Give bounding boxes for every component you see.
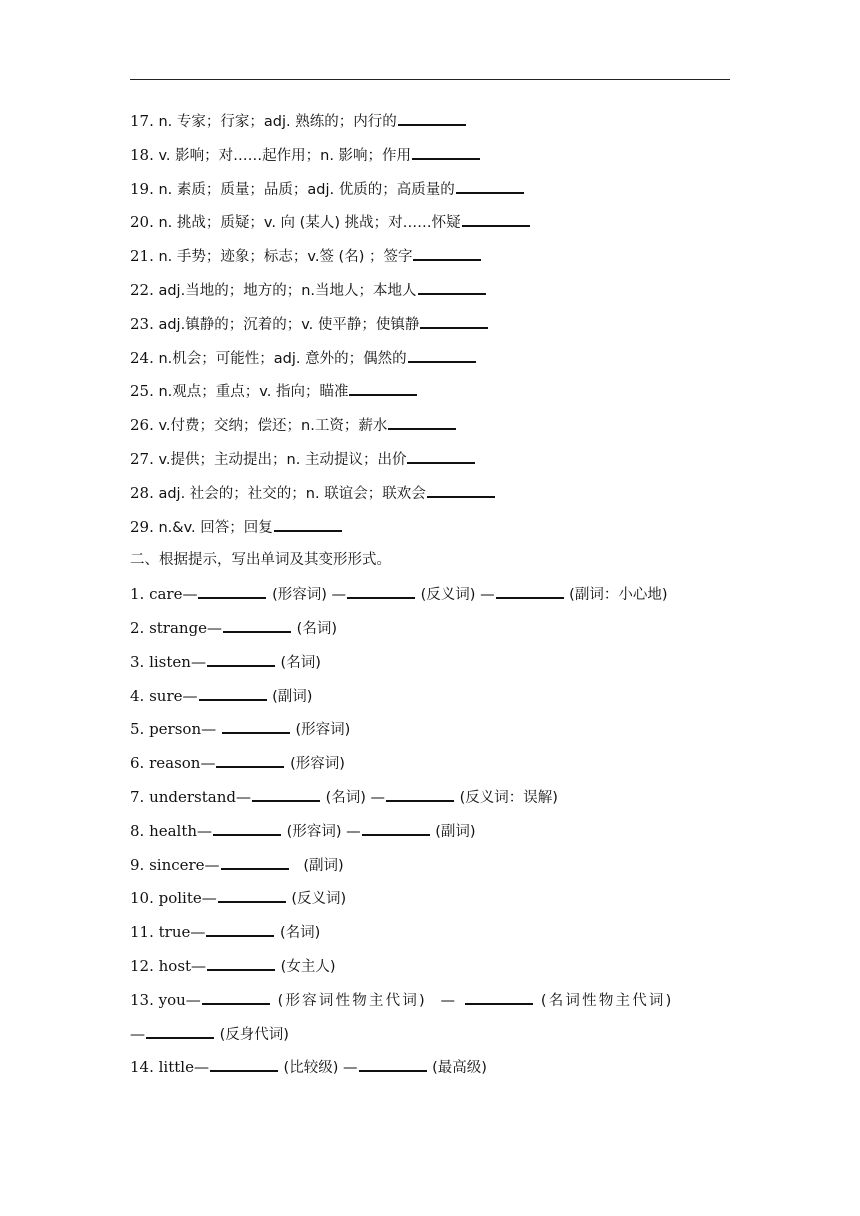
answer-blank[interactable] <box>210 1055 278 1072</box>
word-prompt: 3. listen— <box>130 652 206 671</box>
answer-blank[interactable] <box>252 785 320 802</box>
word-prompt: 10. polite— <box>130 889 217 908</box>
word-hint: (形容词性物主代词) — <box>270 992 465 1009</box>
item-definition: n. 素质；质量；品质；adj. 优质的；高质量的 <box>153 181 455 198</box>
answer-blank[interactable] <box>412 143 480 160</box>
item-definition: v.提供；主动提出；n. 主动提议；出价 <box>153 451 407 468</box>
answer-blank[interactable] <box>413 244 481 261</box>
answer-blank[interactable] <box>222 717 290 734</box>
item-definition: n. 挑战；质疑；v. 向 (某人) 挑战；对……怀疑 <box>153 215 461 232</box>
answer-blank[interactable] <box>408 346 476 363</box>
item-number: 29. <box>130 517 154 536</box>
word-hint: (形容词) <box>290 722 351 739</box>
item-definition: n.机会；可能性；adj. 意外的；偶然的 <box>153 350 407 367</box>
answer-blank[interactable] <box>349 379 417 396</box>
answer-blank[interactable] <box>213 819 281 836</box>
answer-blank[interactable] <box>362 819 430 836</box>
answer-blank[interactable] <box>386 785 454 802</box>
word-hint: (名词性物主代词) <box>534 992 674 1009</box>
vocab-item-19 <box>130 177 732 211</box>
answer-blank[interactable] <box>398 109 466 126</box>
answer-blank[interactable] <box>456 177 524 194</box>
word-item-11 <box>130 920 732 954</box>
answer-blank[interactable] <box>427 481 495 498</box>
answer-blank[interactable] <box>347 582 415 599</box>
word-item-10 <box>130 886 732 920</box>
vocab-item-17 <box>130 109 732 143</box>
item-definition: v.付费；交纳；偿还；n.工资；薪水 <box>153 418 388 435</box>
word-item-14 <box>130 1055 732 1089</box>
item-number: 27. <box>130 449 154 468</box>
word-prompt: 13. you— <box>130 990 201 1009</box>
answer-blank[interactable] <box>465 988 533 1005</box>
answer-blank[interactable] <box>388 413 456 430</box>
word-hint: (名词) <box>292 620 337 637</box>
word-hint: (女主人) <box>276 958 336 975</box>
item-number: 22. <box>130 280 154 299</box>
vocab-item-22 <box>130 278 732 312</box>
word-prompt: 6. reason— <box>130 754 216 773</box>
vocab-item-24 <box>130 346 732 380</box>
answer-blank[interactable] <box>418 278 486 295</box>
item-definition: n. 手势；迹象；标志；v.签 (名) ；签字 <box>153 249 413 266</box>
word-hint: (最高级) <box>427 1060 487 1077</box>
section-two-title: 二、根据提示，写出单词及其变形形式。 <box>130 552 391 569</box>
answer-blank[interactable] <box>462 210 530 227</box>
word-prompt: 9. sincere— <box>130 855 220 874</box>
word-prompt: 5. person— <box>130 720 221 739</box>
word-hint: (名词) <box>275 925 321 942</box>
answer-blank[interactable] <box>496 582 564 599</box>
word-item-5 <box>130 717 732 751</box>
word-prompt: 8. health— <box>130 821 213 840</box>
answer-blank[interactable] <box>221 853 289 870</box>
answer-blank[interactable] <box>218 886 286 903</box>
word-hint: (反身代词) <box>215 1026 289 1043</box>
answer-blank[interactable] <box>223 616 291 633</box>
item-number: 25. <box>130 382 154 401</box>
word-hint: (反义词) — <box>416 587 495 604</box>
vocab-item-23 <box>130 312 732 346</box>
word-hint: (副词) <box>430 823 476 840</box>
vocab-item-26 <box>130 413 732 447</box>
answer-blank[interactable] <box>207 650 275 667</box>
vocab-item-27 <box>130 447 732 481</box>
item-number: 18. <box>130 145 154 164</box>
item-definition: n.&v. 回答；回复 <box>153 519 273 536</box>
word-hint: (名词) <box>275 654 321 671</box>
word-item-1 <box>130 582 732 616</box>
word-hint: (副词) <box>289 857 344 874</box>
item-number: 24. <box>130 348 154 367</box>
vocab-item-29 <box>130 515 732 549</box>
word-hint: (形容词) — <box>282 823 361 840</box>
word-prompt: 12. host— <box>130 956 207 975</box>
word-prompt: 2. strange— <box>130 618 223 637</box>
item-number: 19. <box>130 179 154 198</box>
answer-blank[interactable] <box>407 447 475 464</box>
word-prompt: — <box>130 1024 145 1043</box>
word-prompt: 1. care— <box>130 585 198 604</box>
item-number: 17. <box>130 112 154 130</box>
word-hint: (副词) <box>267 688 313 705</box>
item-definition: n.观点；重点；v. 指向；瞄准 <box>153 384 349 401</box>
answer-blank[interactable] <box>198 582 266 599</box>
answer-blank[interactable] <box>216 751 284 768</box>
item-number: 20. <box>130 213 154 232</box>
word-hint: (比较级) — <box>278 1060 358 1077</box>
word-prompt: 7. understand— <box>130 787 251 806</box>
item-definition: adj. 社会的；社交的；n. 联谊会；联欢会 <box>153 485 426 502</box>
word-item-12 <box>130 954 732 988</box>
word-item-6 <box>130 751 732 785</box>
word-item-7 <box>130 785 732 819</box>
item-number: 21. <box>130 247 154 266</box>
header-rule <box>130 79 730 80</box>
word-hint: (名词) — <box>320 789 386 806</box>
word-item-13 <box>130 988 732 1022</box>
answer-blank[interactable] <box>199 684 267 701</box>
word-item-4 <box>130 684 732 718</box>
vocab-item-28 <box>130 481 732 515</box>
worksheet-content <box>130 109 732 1089</box>
word-item-13-cont <box>130 1022 732 1056</box>
item-number: 28. <box>130 483 154 502</box>
word-item-9 <box>130 853 732 887</box>
vocab-item-18 <box>130 143 732 177</box>
item-definition: v. 影响；对……起作用；n. 影响；作用 <box>153 147 412 164</box>
answer-blank[interactable] <box>420 312 488 329</box>
word-prompt: 14. little— <box>130 1058 209 1077</box>
answer-blank[interactable] <box>359 1055 427 1072</box>
answer-blank[interactable] <box>274 515 342 532</box>
word-prompt: 11. true— <box>130 923 206 942</box>
item-definition: adj.镇静的；沉着的；v. 使平静；使镇静 <box>153 316 420 333</box>
answer-blank[interactable] <box>206 920 274 937</box>
item-definition: adj.当地的；地方的；n.当地人；本地人 <box>153 282 417 299</box>
vocab-item-21 <box>130 244 732 278</box>
word-item-8 <box>130 819 732 853</box>
word-prompt: 4. sure— <box>130 686 198 705</box>
item-number: 23. <box>130 314 154 333</box>
word-item-2 <box>130 616 732 650</box>
word-hint: (副词：小心地) <box>564 587 668 604</box>
item-definition: n. 专家；行家；adj. 熟练的；内行的 <box>153 114 397 130</box>
word-hint: (形容词) <box>285 756 345 773</box>
vocab-item-25 <box>130 379 732 413</box>
answer-blank[interactable] <box>202 988 270 1005</box>
item-number: 26. <box>130 416 154 435</box>
word-hint: (反义词：误解) <box>455 789 558 806</box>
vocab-item-20 <box>130 210 732 244</box>
answer-blank[interactable] <box>207 954 275 971</box>
answer-blank[interactable] <box>146 1022 214 1039</box>
word-hint: (形容词) — <box>267 587 347 604</box>
word-item-3 <box>130 650 732 684</box>
word-hint: (反义词) <box>286 891 347 908</box>
